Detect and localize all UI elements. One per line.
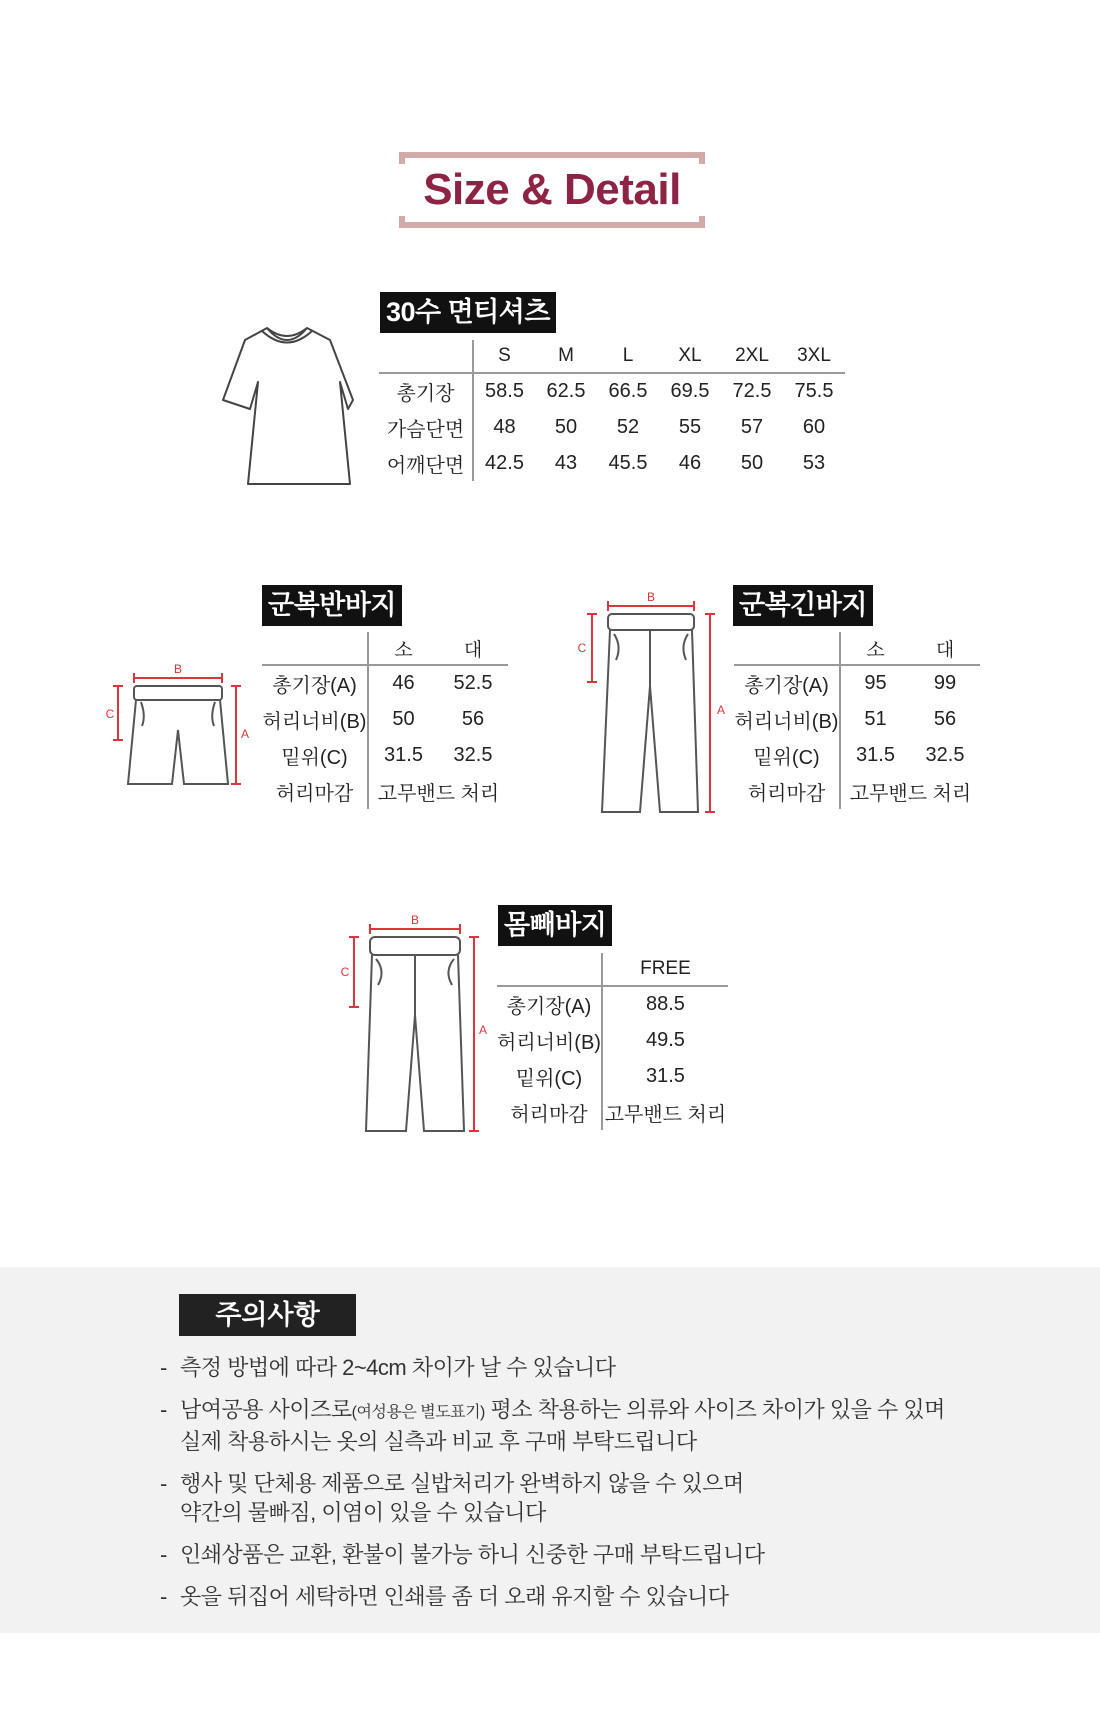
tshirt-illustration-icon [220,322,354,488]
size-header: 대 [463,639,483,661]
table-row [262,737,508,773]
bullet-dash: - [160,1584,167,1609]
notice-item: - 인쇄상품은 교환, 환불이 불가능 하니 신중한 구매 부탁드립니다 [160,1542,765,1567]
table-cell: 56 [933,707,957,730]
table-cell: 43 [554,451,578,474]
table-cell: 고무밴드 처리 [377,782,500,805]
row-label: 총기장(A) [262,665,368,701]
row-label: 허리너비(B) [262,701,368,737]
marker-b: B [410,913,420,927]
table-cell: 46 [678,451,702,474]
size-header: 소 [866,639,885,661]
size-header: XL [678,345,702,366]
table-cell: 69.5 [670,380,710,402]
table-cell: 고무밴드 처리 [604,1103,727,1126]
table-cell: 52.5 [453,672,493,694]
table-cell: 51 [864,707,887,730]
size-header: 2XL [735,345,769,366]
row-label: 총기장 [379,373,473,409]
row-label: 허리너비(B) [734,701,840,737]
table-cell: 55 [678,415,702,438]
tshirt-label: 30수 면티셔츠 [380,292,556,333]
mombbae-illustration-icon [336,905,488,1135]
bullet-dash: - [160,1355,167,1380]
table-cell: 56 [461,707,485,730]
row-label: 허리마감 [262,773,368,809]
marker-c: C [105,707,115,721]
notice-item: - 옷을 뒤집어 세탁하면 인쇄를 좀 더 오래 유지할 수 있습니다 [160,1584,729,1609]
row-label: 어깨단면 [379,445,473,481]
table-row [262,665,508,701]
table-cell: 32.5 [925,743,965,766]
notice-list [160,1353,1060,1624]
table-cell: 58.5 [485,380,524,402]
table-cell: 50 [740,451,764,474]
table-cell: 31.5 [384,743,423,766]
size-header: M [558,345,574,366]
marker-b: B [646,590,656,604]
row-label: 총기장(A) [497,986,602,1022]
row-label: 허리너비(B) [497,1022,602,1058]
notice-item: - 측정 방법에 따라 2~4cm 차이가 날 수 있습니다 [160,1355,616,1380]
table-cell: 88.5 [645,993,685,1015]
shorts-size-table [262,632,508,809]
marker-a: A [716,703,726,717]
notice-item: - 남여공용 사이즈로(여성용은 별도표기) 평소 착용하는 의류와 사이즈 차이가 있을 수 있며 실제 착용하시는 옷의 실측과 비교 후 구매 부탁드립니다 [160,1397,945,1454]
table-cell: 60 [802,415,826,438]
marker-c: C [577,641,587,655]
table-cell: 57 [740,415,764,438]
table-cell: 42.5 [485,451,524,474]
table-cell: 48 [493,415,516,438]
size-header: FREE [640,958,691,979]
table-cell: 45.5 [608,451,648,474]
title-frame [399,152,705,228]
size-header: 대 [935,639,955,661]
table-cell: 66.5 [608,380,648,402]
mombbae-size-table [497,953,728,1130]
long-pants-illustration-icon [572,586,724,816]
table-row [734,701,980,737]
table-row [497,986,728,1022]
table-cell: 49.5 [645,1028,685,1051]
row-label: 밑위(C) [262,737,368,773]
table-header-row [497,953,728,986]
marker-a: A [478,1023,488,1037]
table-cell: 31.5 [645,1064,685,1087]
table-cell: 95 [864,672,887,694]
table-cell: 53 [802,451,826,474]
size-header: 소 [394,639,413,661]
table-cell: 99 [933,672,957,694]
table-row [379,373,845,409]
size-header: 3XL [797,345,831,366]
size-header: L [622,345,634,366]
table-row [379,409,845,445]
notice-title: 주의사항 [179,1294,356,1336]
long-pants-label: 군복긴바지 [733,585,873,626]
table-header-row [379,340,845,373]
table-row [379,445,845,481]
bullet-dash: - [160,1471,167,1496]
table-cell: 62.5 [546,380,586,402]
page-title: Size & Detail [423,165,681,214]
marker-b: B [173,662,183,676]
table-header-row [734,632,980,665]
shorts-label: 군복반바지 [262,585,402,626]
table-cell: 고무밴드 처리 [849,782,972,805]
tshirt-size-table [379,340,845,481]
row-label: 가슴단면 [379,409,473,445]
table-header-row [262,632,508,665]
table-row [497,1058,728,1094]
table-cell: 52 [616,415,640,438]
size-header: S [498,345,511,366]
shorts-illustration-icon [100,660,250,790]
table-row [734,665,980,701]
table-cell: 50 [554,415,578,438]
bullet-dash: - [160,1542,167,1567]
marker-c: C [340,965,350,979]
table-row [497,1022,728,1058]
table-row [262,773,508,809]
bullet-dash: - [160,1397,167,1422]
row-label: 총기장(A) [734,665,840,701]
table-row [734,737,980,773]
table-cell: 46 [392,672,415,694]
notice-section [0,1267,1100,1633]
table-row [262,701,508,737]
long-pants-size-table [734,632,980,809]
row-label: 허리마감 [497,1094,602,1130]
table-row [734,773,980,809]
marker-a: A [240,727,250,741]
table-cell: 31.5 [856,743,895,766]
table-row [497,1094,728,1130]
notice-item: - 행사 및 단체용 제품으로 실밥처리가 완벽하지 않을 수 있으며 약간의 물빠짐, 이염이 있을 수 있습니다 [160,1471,744,1525]
row-label: 밑위(C) [734,737,840,773]
row-label: 밑위(C) [497,1058,602,1094]
row-label: 허리마감 [734,773,840,809]
table-cell: 32.5 [453,743,493,766]
table-cell: 75.5 [794,380,834,402]
mombbae-label: 몸빼바지 [498,905,612,946]
table-cell: 72.5 [732,380,772,402]
table-cell: 50 [392,707,415,730]
